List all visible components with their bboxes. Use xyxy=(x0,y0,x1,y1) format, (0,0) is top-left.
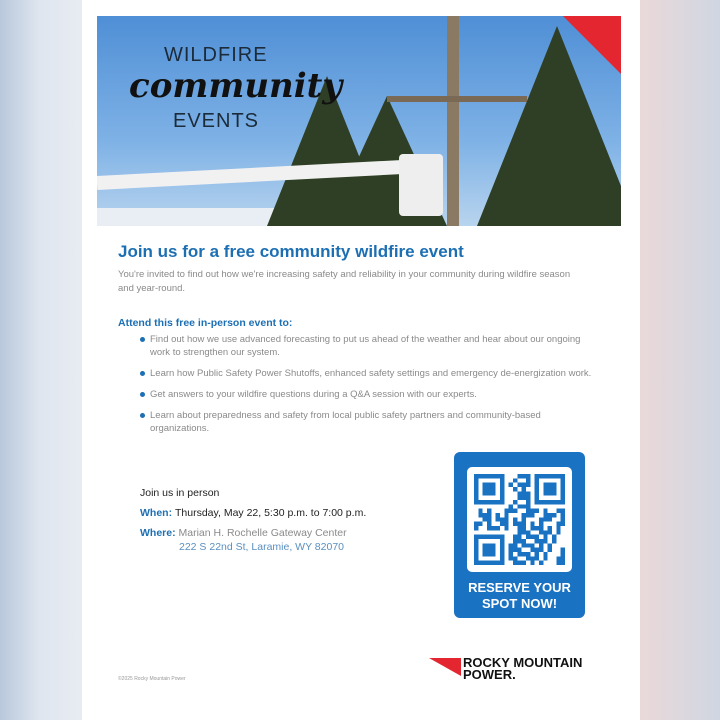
flyer-page xyxy=(82,0,640,720)
cta-line-2: SPOT NOW! xyxy=(481,596,558,611)
bucket xyxy=(399,154,443,216)
list-item: Learn about preparedness and safety from local public safety partners and community-based organizations. xyxy=(140,409,600,435)
reserve-qr-card[interactable] xyxy=(454,452,585,618)
hero-title-2: community xyxy=(129,66,343,106)
hero-title-1: WILDFIRE xyxy=(164,44,268,66)
logo-line-1: ROCKY MOUNTAIN xyxy=(463,655,583,670)
qr-code[interactable] xyxy=(467,467,572,572)
bullet-list xyxy=(140,333,600,443)
logo-mark-icon xyxy=(429,658,461,676)
company-logo xyxy=(429,657,582,681)
reserve-button[interactable] xyxy=(454,580,585,612)
when-row: When: Thursday, May 22, 5:30 p.m. to 7:00 p.m. xyxy=(140,507,367,519)
corner-accent xyxy=(563,16,621,74)
utility-pole xyxy=(447,16,459,226)
hero-title-3: EVENTS xyxy=(173,110,260,132)
list-item: Find out how we use advanced forecasting to put us ahead of the weather and hear about our ongoing work to strengthen our system. xyxy=(140,333,600,359)
copyright: ©2025 Rocky Mountain Power xyxy=(118,676,186,682)
hero-photo xyxy=(97,16,621,226)
list-item: Get answers to your wildfire questions during a Q&A session with our experts. xyxy=(140,388,600,401)
logo-line-2: POWER. xyxy=(463,667,516,682)
attend-heading: Attend this free in-person event to: xyxy=(118,317,293,329)
when-value: Thursday, May 22, 5:30 p.m. to 7:00 p.m. xyxy=(175,507,367,519)
event-info xyxy=(140,487,366,561)
join-label: Join us in person xyxy=(140,487,220,499)
page-heading: Join us for a free community wildfire event xyxy=(118,242,464,261)
when-label: When xyxy=(140,507,169,519)
list-item: Learn how Public Safety Power Shutoffs, enhanced safety settings and emergency de-energization work. xyxy=(140,367,600,380)
cta-line-1: RESERVE YOUR xyxy=(468,580,571,595)
venue: Marian H. Rochelle Gateway Center xyxy=(178,527,347,539)
qr-code-icon xyxy=(474,474,565,565)
crossarm xyxy=(387,96,527,102)
intro-text: You're invited to find out how we're increasing safety and reliability in your community during wildfire season and year-round. xyxy=(118,269,571,294)
where-label: Where xyxy=(140,527,173,539)
where-row: Where: Marian H. Rochelle Gateway Center xyxy=(140,527,347,539)
address: 222 S 22nd St, Laramie, WY 82070 xyxy=(179,541,344,553)
